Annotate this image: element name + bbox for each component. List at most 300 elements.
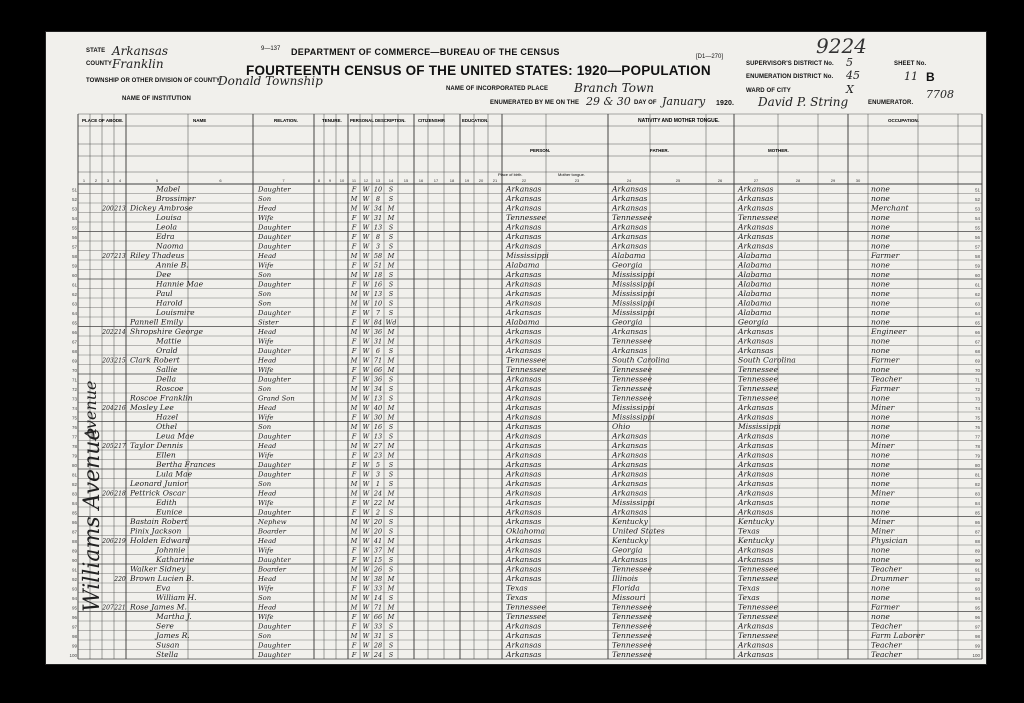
row-line-number: 82 [974, 481, 980, 487]
row-father-birthplace: Mississippi [612, 288, 655, 298]
row-race: W [362, 451, 370, 460]
row-relation: Head [258, 251, 277, 260]
row-father-birthplace: Tennessee [612, 630, 653, 640]
table-row [72, 327, 981, 336]
table-row [72, 612, 981, 621]
row-father-birthplace: Arkansas [612, 184, 648, 194]
row-race: W [362, 261, 370, 270]
row-race: W [362, 270, 370, 279]
table-row [72, 194, 981, 203]
row-marital: S [388, 375, 394, 384]
row-mother-birthplace: Alabama [738, 260, 772, 270]
row-occupation: Farmer [871, 602, 900, 612]
row-marital: S [388, 223, 394, 232]
state-value: Arkansas [112, 44, 169, 58]
row-race: W [362, 232, 370, 241]
row-line-number: 76 [71, 424, 77, 430]
row-line-number: 89 [71, 548, 77, 554]
row-occupation: none [871, 459, 890, 469]
row-marital: M [387, 441, 395, 450]
row-sex: F [351, 584, 357, 593]
row-mother-birthplace: Arkansas [738, 222, 774, 232]
row-name: Lula Mae [156, 469, 193, 479]
row-name: Naoma [156, 241, 184, 251]
row-person-birthplace: Arkansas [506, 507, 542, 517]
row-mother-birthplace: South Carolina [738, 355, 796, 365]
sheet-value: 11 [904, 70, 918, 83]
row-relation: Wife [258, 261, 274, 270]
column-number: 12 [363, 178, 369, 183]
row-family: 219 [114, 537, 126, 545]
row-name: Bertha Frances [156, 459, 216, 469]
row-person-birthplace: Tennessee [506, 611, 547, 621]
row-sex: F [351, 451, 357, 460]
day-of-label: DAY OF [634, 100, 657, 106]
row-name: Katharine [156, 554, 195, 564]
table-row [72, 336, 981, 345]
row-sex: F [351, 280, 357, 289]
row-line-number: 68 [974, 348, 980, 354]
row-name: Sere [156, 621, 174, 631]
table-row [72, 232, 981, 241]
column-number: 29 [830, 178, 836, 183]
column-number: 7 [282, 178, 285, 183]
form-code: [D1—270] [696, 54, 724, 60]
row-sex: F [351, 650, 357, 659]
row-line-number: 74 [71, 405, 77, 411]
row-marital: S [388, 460, 394, 469]
row-relation: Daughter [258, 508, 291, 517]
row-name: Hannie Mae [156, 279, 204, 289]
table-row [72, 498, 981, 507]
row-line-number: 80 [974, 462, 980, 468]
row-age: 27 [373, 441, 383, 450]
row-race: W [362, 555, 370, 564]
row-person-birthplace: Arkansas [506, 421, 542, 431]
row-race: W [362, 650, 370, 659]
row-dwelling: 207 [102, 252, 114, 260]
row-sex: M [350, 517, 358, 526]
row-person-birthplace: Arkansas [506, 450, 542, 460]
row-occupation: none [871, 193, 890, 203]
table-row [72, 621, 981, 630]
row-sex: M [350, 270, 358, 279]
row-occupation: Drummer [871, 573, 909, 583]
row-age: 28 [373, 641, 383, 650]
row-mother-birthplace: Arkansas [738, 469, 774, 479]
row-father-birthplace: Arkansas [612, 241, 648, 251]
enumerated-label: ENUMERATED BY ME ON THE [490, 100, 580, 106]
row-race: W [362, 346, 370, 355]
heading-personal: PERSONAL DESCRIPTION. [350, 118, 406, 123]
row-mother-birthplace: Tennessee [738, 611, 779, 621]
row-occupation: none [871, 288, 890, 298]
row-line-number: 84 [71, 500, 77, 506]
row-sex: M [350, 422, 358, 431]
table-row [72, 251, 981, 260]
ed-label: ENUMERATION DISTRICT No. [746, 74, 834, 80]
row-family: 221 [114, 604, 126, 612]
table-row [72, 289, 981, 298]
row-relation: Son [258, 194, 272, 203]
row-name: Dickey Ambrose [130, 203, 193, 213]
row-name: Roscoe Franklin [130, 393, 193, 403]
row-occupation: none [871, 298, 890, 308]
table-row [72, 631, 981, 640]
row-line-number: 89 [974, 548, 980, 554]
row-race: W [362, 204, 370, 213]
heading-father: FATHER. [650, 148, 669, 153]
row-race: W [362, 574, 370, 583]
row-relation: Daughter [258, 346, 291, 355]
row-line-number: 82 [71, 481, 77, 487]
row-person-birthplace: Arkansas [506, 535, 542, 545]
row-father-birthplace: Mississippi [612, 279, 655, 289]
row-name: Susan [156, 640, 180, 650]
row-mother-birthplace: Tennessee [738, 364, 779, 374]
row-mother-birthplace: Tennessee [738, 630, 779, 640]
row-race: W [362, 337, 370, 346]
row-sex: F [351, 308, 357, 317]
row-marital: M [387, 489, 395, 498]
row-name: Roscoe [156, 383, 184, 393]
row-line-number: 66 [974, 329, 980, 335]
row-person-birthplace: Arkansas [506, 383, 542, 393]
row-line-number: 99 [974, 643, 980, 649]
row-person-birthplace: Arkansas [506, 412, 542, 422]
row-mother-birthplace: Arkansas [738, 203, 774, 213]
row-line-number: 51 [974, 187, 980, 193]
row-line-number: 88 [71, 538, 77, 544]
row-marital: S [388, 432, 394, 441]
row-name: Sallie [156, 364, 178, 374]
row-line-number: 57 [974, 244, 980, 250]
row-line-number: 53 [974, 206, 980, 212]
table-row [72, 298, 981, 307]
row-line-number: 87 [71, 529, 77, 535]
row-marital: Wd [385, 318, 397, 327]
row-father-birthplace: United States [612, 526, 665, 536]
row-person-birthplace: Arkansas [506, 402, 542, 412]
row-marital: S [388, 232, 394, 241]
row-relation: Daughter [258, 375, 291, 384]
row-relation: Head [258, 536, 277, 545]
row-person-birthplace: Arkansas [506, 393, 542, 403]
row-race: W [362, 356, 370, 365]
row-sex: M [350, 327, 358, 336]
row-occupation: Merchant [871, 203, 909, 213]
row-marital: M [387, 584, 395, 593]
row-relation: Head [258, 574, 277, 583]
row-family: 215 [114, 357, 126, 365]
table-row [72, 222, 981, 231]
row-mother-birthplace: Alabama [738, 269, 772, 279]
row-relation: Wife [258, 546, 274, 555]
row-father-birthplace: South Carolina [612, 355, 670, 365]
row-mother-birthplace: Arkansas [738, 640, 774, 650]
row-line-number: 88 [974, 538, 980, 544]
row-line-number: 77 [974, 434, 980, 440]
row-marital: S [388, 384, 394, 393]
row-age: 8 [375, 232, 381, 241]
table-row [72, 602, 981, 611]
row-line-number: 67 [974, 339, 980, 345]
column-number: 4 [118, 178, 122, 183]
row-occupation: none [871, 554, 890, 564]
column-number: 25 [675, 178, 681, 183]
row-line-number: 63 [71, 301, 77, 307]
row-father-birthplace: Tennessee [612, 602, 653, 612]
row-line-number: 56 [974, 234, 980, 240]
row-father-birthplace: Tennessee [612, 564, 653, 574]
table-row [72, 203, 981, 212]
row-relation: Head [258, 204, 277, 213]
row-race: W [362, 384, 370, 393]
row-line-number: 79 [974, 453, 980, 459]
row-sex: F [351, 346, 357, 355]
row-marital: M [387, 251, 395, 260]
row-marital: M [387, 536, 395, 545]
row-family: 220 [114, 575, 126, 583]
row-name: Leua Mae [156, 431, 195, 441]
row-line-number: 100 [69, 652, 77, 658]
heading-place-of-birth: Place of birth. [498, 172, 523, 177]
row-mother-birthplace: Arkansas [738, 231, 774, 241]
row-line-number: 90 [974, 557, 980, 563]
row-line-number: 86 [974, 519, 980, 525]
row-father-birthplace: Tennessee [612, 393, 653, 403]
row-person-birthplace: Arkansas [506, 649, 542, 659]
column-number: 21 [492, 178, 498, 183]
row-race: W [362, 460, 370, 469]
row-sex: M [350, 536, 358, 545]
row-marital: S [388, 555, 394, 564]
row-name: Paul [156, 288, 173, 298]
row-mother-birthplace: Alabama [738, 298, 772, 308]
row-marital: S [388, 470, 394, 479]
row-family: 217 [114, 442, 126, 450]
row-line-number: 61 [71, 282, 77, 288]
row-family: 213 [114, 252, 126, 260]
row-relation: Daughter [258, 223, 291, 232]
row-relation: Son [258, 299, 272, 308]
column-number: 24 [626, 178, 632, 183]
row-age: 20 [373, 527, 383, 536]
row-marital: M [387, 451, 395, 460]
row-person-birthplace: Arkansas [506, 241, 542, 251]
row-line-number: 74 [974, 405, 980, 411]
row-mother-birthplace: Arkansas [738, 184, 774, 194]
row-race: W [362, 622, 370, 631]
row-name: Brossimer [156, 193, 196, 203]
row-line-number: 65 [974, 320, 980, 326]
row-father-birthplace: Arkansas [612, 345, 648, 355]
row-relation: Wife [258, 498, 274, 507]
row-line-number: 64 [71, 310, 77, 316]
row-race: W [362, 432, 370, 441]
row-race: W [362, 289, 370, 298]
table-row [72, 450, 981, 459]
row-occupation: Teacher [871, 374, 902, 384]
row-person-birthplace: Arkansas [506, 288, 542, 298]
row-race: W [362, 489, 370, 498]
table-row [72, 441, 981, 450]
row-person-birthplace: Arkansas [506, 554, 542, 564]
row-sex: M [350, 384, 358, 393]
table-row [72, 640, 981, 649]
row-occupation: none [871, 478, 890, 488]
township-label: TOWNSHIP OR OTHER DIVISION OF COUNTY [86, 78, 221, 84]
row-line-number: 94 [71, 595, 77, 601]
row-line-number: 93 [974, 586, 980, 592]
enumerated-day: 29 & 30 [586, 95, 631, 108]
row-name: Mosley Lee [130, 402, 174, 412]
row-person-birthplace: Arkansas [506, 279, 542, 289]
row-age: 23 [373, 451, 383, 460]
row-age: 24 [373, 489, 383, 498]
row-relation: Wife [258, 451, 274, 460]
row-dwelling: 204 [102, 404, 114, 412]
row-race: W [362, 223, 370, 232]
row-line-number: 62 [71, 291, 77, 297]
row-line-number: 97 [71, 624, 77, 630]
row-sex: M [350, 251, 358, 260]
row-marital: S [388, 422, 394, 431]
row-occupation: none [871, 269, 890, 279]
row-line-number: 71 [974, 377, 980, 383]
row-age: 10 [373, 299, 383, 308]
row-occupation: Miner [871, 526, 895, 536]
row-line-number: 85 [974, 510, 980, 516]
row-father-birthplace: Tennessee [612, 364, 653, 374]
row-occupation: none [871, 431, 890, 441]
row-relation: Head [258, 356, 277, 365]
row-relation: Wife [258, 584, 274, 593]
row-race: W [362, 441, 370, 450]
table-row [72, 308, 981, 317]
row-relation: Head [258, 403, 277, 412]
row-line-number: 79 [71, 453, 77, 459]
row-age: 13 [373, 432, 383, 441]
column-number: 8 [317, 178, 321, 183]
row-father-birthplace: Missouri [612, 592, 646, 602]
row-marital: M [387, 403, 395, 412]
row-line-number: 73 [71, 396, 77, 402]
row-mother-birthplace: Tennessee [738, 602, 779, 612]
row-line-number: 61 [974, 282, 980, 288]
row-relation: Daughter [258, 460, 291, 469]
row-line-number: 52 [71, 196, 77, 202]
row-line-number: 59 [974, 263, 980, 269]
row-marital: S [388, 270, 394, 279]
row-dwelling: 207 [102, 604, 114, 612]
row-mother-birthplace: Alabama [738, 250, 772, 260]
row-person-birthplace: Arkansas [506, 469, 542, 479]
row-name: Dee [156, 269, 172, 279]
month-value: January [662, 95, 706, 108]
row-line-number: 90 [71, 557, 77, 563]
row-age: 15 [373, 555, 383, 564]
row-name: Pettrick Oscar [130, 488, 186, 498]
row-line-number: 92 [974, 576, 980, 582]
row-line-number: 78 [974, 443, 980, 449]
heading-name: NAME [193, 118, 207, 123]
row-sex: F [351, 622, 357, 631]
row-race: W [362, 479, 370, 488]
heading-occupation: OCCUPATION. [888, 118, 919, 123]
row-age: 10 [373, 185, 383, 194]
row-mother-birthplace: Arkansas [738, 545, 774, 555]
row-race: W [362, 565, 370, 574]
row-line-number: 67 [71, 339, 77, 345]
column-number: 9 [328, 178, 332, 183]
row-line-number: 98 [71, 633, 77, 639]
supervisor-value: 5 [846, 56, 853, 69]
row-family: 218 [114, 490, 126, 498]
row-father-birthplace: Tennessee [612, 649, 653, 659]
row-relation: Head [258, 327, 277, 336]
row-line-number: 55 [71, 225, 77, 231]
row-mother-birthplace: Alabama [738, 279, 772, 289]
row-relation: Head [258, 603, 277, 612]
sheet-side: B [926, 70, 935, 84]
side-note: Williams Avenue [80, 427, 105, 612]
row-line-number: 52 [974, 196, 980, 202]
row-name: Stella [156, 649, 179, 659]
row-sex: F [351, 213, 357, 222]
row-line-number: 91 [974, 567, 980, 573]
table-row [72, 545, 981, 554]
row-mother-birthplace: Mississippi [738, 421, 781, 431]
table-row [72, 412, 981, 421]
column-number: 15 [403, 178, 409, 183]
row-person-birthplace: Arkansas [506, 193, 542, 203]
column-number: 27 [753, 178, 759, 183]
row-person-birthplace: Arkansas [506, 516, 542, 526]
row-sex: F [351, 612, 357, 621]
table-row [72, 469, 981, 478]
row-relation: Daughter [258, 308, 291, 317]
row-marital: S [388, 641, 394, 650]
row-person-birthplace: Arkansas [506, 222, 542, 232]
row-age: 58 [373, 251, 383, 260]
row-name: Annie B. [156, 260, 189, 270]
row-marital: M [387, 546, 395, 555]
row-family: 216 [114, 404, 126, 412]
row-person-birthplace: Alabama [506, 260, 540, 270]
row-race: W [362, 213, 370, 222]
row-race: W [362, 508, 370, 517]
sheet-label: SHEET No. [894, 61, 927, 67]
row-father-birthplace: Mississippi [612, 269, 655, 279]
row-age: 14 [373, 593, 383, 602]
row-sex: M [350, 479, 358, 488]
heading-relation: RELATION. [274, 118, 298, 123]
row-sex: M [350, 489, 358, 498]
row-line-number: 62 [974, 291, 980, 297]
row-relation: Nephew [258, 517, 287, 526]
row-person-birthplace: Arkansas [506, 488, 542, 498]
row-sex: M [350, 299, 358, 308]
table-row [72, 270, 981, 279]
row-name: Louismire [156, 307, 195, 317]
row-marital: S [388, 508, 394, 517]
row-family: 214 [114, 328, 126, 336]
column-number: 3 [106, 178, 110, 183]
row-mother-birthplace: Arkansas [738, 621, 774, 631]
row-marital: M [387, 261, 395, 270]
row-person-birthplace: Arkansas [506, 459, 542, 469]
